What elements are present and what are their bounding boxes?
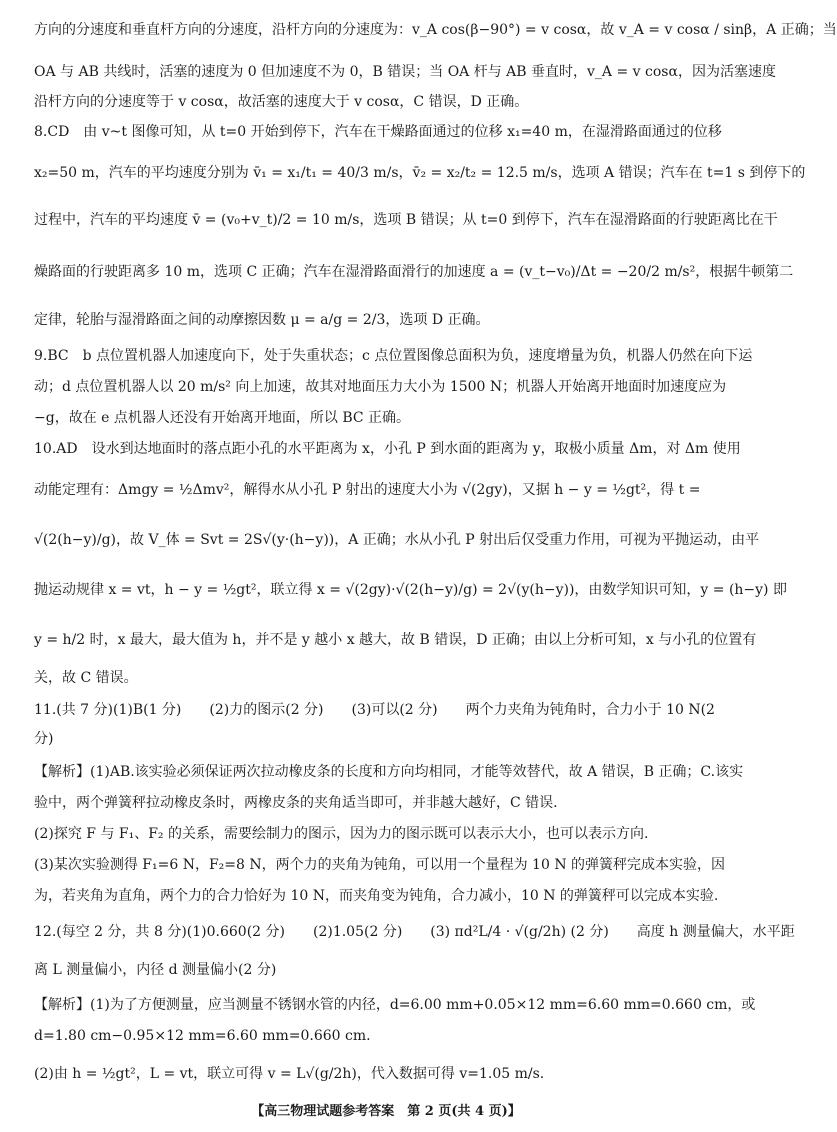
text-line: 定律，轮胎与湿滑路面之间的动摩擦因数 μ = a/g = 2/3，选项 D 正确。 — [34, 312, 490, 328]
text-line: (3)某次实验测得 F₁=6 N，F₂=8 N，两个力的夹角为钝角，可以用一个量程为 10 N 的弹簧秤完成本实验，因 — [34, 857, 726, 873]
text-line: (2)探究 F 与 F₁、F₂ 的关系，需要绘制力的图示，因为力的图示既可以表示大小，也可以表示方向. — [34, 826, 649, 842]
text-line: 抛运动规律 x = vt，h − y = ½gt²，联立得 x = √(2gy)·√(2(h−y)/g) = 2√(y(h−y))，由数学知识可知，y = (h−y) 即 — [34, 582, 787, 598]
text-line: 【解析】(1)为了方便测量，应当测量不锈钢水管的内径，d=6.00 mm+0.05×12 mm=6.60 mm=0.660 cm，或 — [34, 997, 756, 1013]
text-line: 动能定理有：Δmgy = ½Δmv²，解得水从小孔 P 射出的速度大小为 √(2gy)，又据 h − y = ½gt²，得 t = — [34, 482, 701, 498]
text-line: 动；d 点位置机器人以 20 m/s² 向上加速，故其对地面压力大小为 1500 N；机器人开始离开地面时加速度应为 — [34, 379, 727, 395]
text-line: 11.(共 7 分)(1)B(1 分) (2)力的图示(2 分) (3)可以(2 分) 两个力夹角为钝角时，合力小于 10 N(2 — [34, 702, 715, 718]
text-line: 沿杆方向的分速度等于 v cosα，故活塞的速度大于 v cosα，C 错误，D 正确。 — [34, 94, 529, 110]
text-line: 9.BC b 点位置机器人加速度向下，处于失重状态；c 点位置图像总面积为负，速度增量为负，机器人仍然在向下运 — [34, 348, 753, 364]
text-line: 分) — [34, 731, 54, 747]
text-line: d=1.80 cm−0.95×12 mm=6.60 mm=0.660 cm. — [34, 1028, 371, 1044]
text-line: 燥路面的行驶距离多 10 m，选项 C 正确；汽车在湿滑路面滑行的加速度 a = (v_t−v₀)/Δt = −20/2 m/s²，根据牛顿第二 — [34, 264, 794, 280]
text-line: x₂=50 m，汽车的平均速度分别为 v̄₁ = x₁/t₁ = 40/3 m/s，v̄₂ = x₂/t₂ = 12.5 m/s，选项 A 错误；汽车在 t=1 s 到停下的 — [34, 165, 806, 181]
page-footer: 【高三物理试题参考答案 第 2 页(共 4 页)】 — [251, 1104, 521, 1119]
text-line: 12.(每空 2 分，共 8 分)(1)0.660(2 分) (2)1.05(2 分) (3) πd²L/4 · √(g/2h) (2 分) 高度 h 测量偏大，水平距 — [34, 924, 795, 940]
text-line: 离 L 测量偏小，内径 d 测量偏小(2 分) — [34, 962, 277, 978]
text-line: OA 与 AB 共线时，活塞的速度为 0 但加速度不为 0，B 错误；当 OA 杆与 AB 垂直时，v_A = v cosα，因为活塞速度 — [34, 64, 776, 80]
text-line: 验中，两个弹簧秤拉动橡皮条时，两橡皮条的夹角适当即可，并非越大越好，C 错误. — [34, 795, 558, 811]
text-line: y = h/2 时，x 最大，最大值为 h，并不是 y 越小 x 越大，故 B 错误，D 正确；由以上分析可知，x 与小孔的位置有 — [34, 632, 757, 648]
text-line: 关，故 C 错误。 — [34, 670, 138, 686]
text-line: 方向的分速度和垂直杆方向的分速度，沿杆方向的分速度为：v_A cos(β−90°) = v cosα，故 v_A = v cosα / sinβ，A 正确；当 — [34, 22, 837, 38]
text-line: 【解析】(1)AB.该实验必须保证两次拉动橡皮条的长度和方向均相同，才能等效替代，故 A 错误，B 正确；C.该实 — [34, 764, 744, 780]
text-line: √(2(h−y)/g)，故 V_体 = Svt = 2S√(y·(h−y))，A 正确；水从小孔 P 射出后仅受重力作用，可视为平抛运动，由平 — [34, 532, 760, 548]
text-line: 10.AD 设水到达地面时的落点距小孔的水平距离为 x，小孔 P 到水面的距离为 y，取极小质量 Δm，对 Δm 使用 — [34, 441, 741, 457]
text-line: 为，若夹角为直角，两个力的合力恰好为 10 N，而夹角变为钝角，合力减小，10 N 的弹簧秤可以完成本实验. — [34, 888, 719, 904]
text-line: 8.CD 由 v~t 图像可知，从 t=0 开始到停下，汽车在干燥路面通过的位移 x₁=40 m，在湿滑路面通过的位移 — [34, 124, 722, 140]
text-line: 过程中，汽车的平均速度 v̄ = (v₀+v_t)/2 = 10 m/s，选项 B 错误；从 t=0 到停下，汽车在湿滑路面的行驶距离比在干 — [34, 212, 778, 228]
text-line: −g，故在 e 点机器人还没有开始离开地面，所以 BC 正确。 — [34, 410, 411, 426]
text-line: (2)由 h = ½gt²，L = vt，联立可得 v = L√(g/2h)，代入数据可得 v=1.05 m/s. — [34, 1066, 545, 1082]
